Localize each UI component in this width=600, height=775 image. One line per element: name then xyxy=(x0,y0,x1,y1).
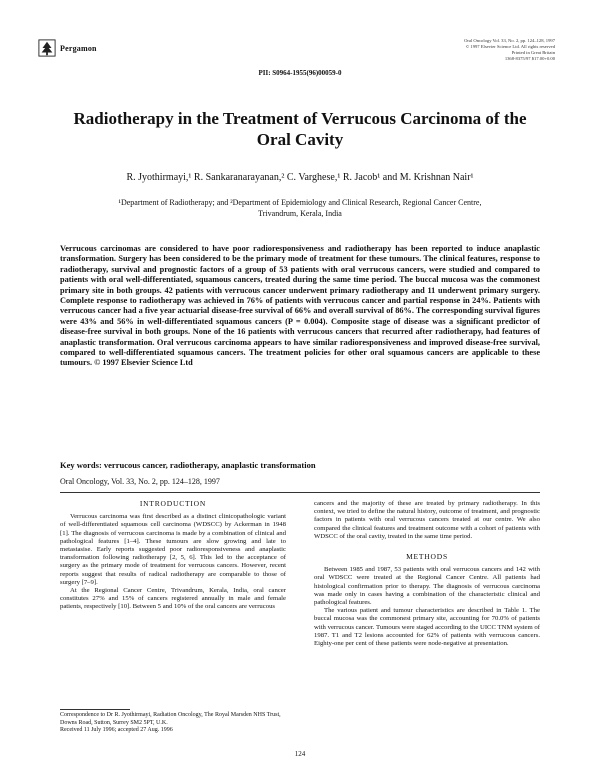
journal-info xyxy=(385,38,555,62)
footnote-rule xyxy=(60,709,130,710)
journal-line: Printed in Great Britain xyxy=(511,50,555,55)
received-date: Received 11 July 1996; accepted 27 Aug. 1996 xyxy=(60,727,173,733)
citation: Oral Oncology, Vol. 33, No. 2, pp. 124–128, 1997 xyxy=(60,477,220,486)
left-column xyxy=(60,500,286,612)
journal-line: Oral Oncology Vol. 33, No. 2, pp. 124–128, 1997 xyxy=(464,38,555,43)
author-list: R. Jyothirmayi,¹ R. Sankaranarayanan,² C. Varghese,¹ R. Jacob¹ and M. Krishnan Nair¹ xyxy=(126,172,474,183)
pergamon-tree-icon xyxy=(38,39,56,57)
paragraph: Between 1985 and 1987, 53 patients with oral verrucous cancers and 142 with oral WDSCC were treated at the Regional Cancer Centre. All patients had histological confirmation prior to therapy. The diagnosis of verrucous carcinoma was made only in cases having a combination of the characteristic clinical and pathological features. xyxy=(314,566,540,607)
section-divider xyxy=(60,492,540,493)
publisher-logo xyxy=(38,38,108,58)
journal-line: © 1997 Elsevier Science Ltd. All rights reserved xyxy=(465,44,555,49)
affiliation: ¹Department of Radiotherapy; and ²Department of Epidemiology and Clinical Research, Regional Cancer Centre, Trivandrum, Kerala, India xyxy=(118,198,482,218)
page-number: 124 xyxy=(294,750,306,758)
article-title: Radiotherapy in the Treatment of Verrucous Carcinoma of the Oral Cavity xyxy=(73,109,527,149)
journal-line: 1368-8375/97 $17.00+0.00 xyxy=(504,56,555,61)
paragraph: The various patient and tumour characteristics are described in Table 1. The buccal mucosa was the commonest primary site, accounting for 70.0% of patients with verrucous cancer. Tumours were staged according to the UICC TNM system of 1987. T1 and T2 lesions accounted for 62% of patients with verrucous cancers. Eighty-one per cent of these patients were node-negative at presentation. xyxy=(314,607,540,648)
publisher-name: Pergamon xyxy=(60,43,97,53)
paragraph: cancers and the majority of these are treated by primary radiotherapy. In this context, we tried to define the natural history, outcome of treatment, and prognostic factors in patients with oral verrucous cancers treated at our centre. We also compared the clinical features and treatment outcome with a cohort of patients with WDSCC of the oral cavity, treated in the same time period. xyxy=(314,500,540,540)
abstract: Verrucous carcinomas are considered to have poor radioresponsiveness and radiotherapy has been reported to induce anaplastic transformation. Surgery has been considered to be the primary mode of treatment for these tumours. The clinical features, response to radiotherapy, survival and prognostic factors of a group of 53 patients with oral verrucous cancers, were studied and compared to patients with oral well-differentiated, squamous cancers, treated during the same time period. The buccal mucosa was the commonest primary site in both groups. 42 patients with verrucous cancer underwent primary radiotherapy and 11 underwent primary surgery. Complete response to radiotherapy was achieved in 76% of patients with verrucous cancer and partial response in 24%. Patients with verrucous cancer had a five year actuarial disease-free survival of 66% and overall survival of 86%. The corresponding survival figures were 43% and 56% in well-differentiated squamous cancers (P = 0.004). Composite stage of disease was a significant predictor of disease-free survival in both groups. None of the 16 patients with verrucous cancers that recurred after radiotherapy, had features of anaplastic transformation. Oral verrucous carcinoma appears to have similar radioresponsiveness and improved disease-free survival, compared to well-differentiated squamous cancers. The treatment policies for other oral squamous cancers are applicable to these tumours. © 1997 Elsevier Science Ltd xyxy=(60,244,540,368)
methods-heading: METHODS xyxy=(406,552,448,562)
introduction-heading: INTRODUCTION xyxy=(139,499,207,508)
paragraph: At the Regional Cancer Centre, Trivandrum, Kerala, India, oral cancer constitutes 27% and 15% of cancers registered annually in male and female patients, respectively [10]. Between 5 and 10% of the oral cancers are verrucous xyxy=(60,587,286,611)
footnote xyxy=(60,712,286,735)
correspondence-note: Correspondence to Dr R. Jyothirmayi, Radiation Oncology, The Royal Marsden NHS Trust, Downs Road, Sutton, Surrey SM2 5PT, U.K. xyxy=(60,712,281,726)
pii-identifier: PII: S0964-1955(96)00059-0 xyxy=(258,69,342,77)
right-column xyxy=(314,500,540,648)
paragraph: Verrucous carcinoma was first described as a distinct clinicopathologic variant of well-differentiated squamous cell carcinoma (WDSCC) by Ackerman in 1948 [1]. The diagnosis of verrucous carcinoma is made by a combination of clinical and pathological features [1–4]. These tumours are slow growing and late to metastasise. Early reports suggested poor radioresponsiveness and anaplastic transformation following radiotherapy [2, 5, 6]. This led to the acceptance of surgery as the primary mode of treatment for verrucous cancers. However, recent reports suggest that results of radical radiotherapy are comparable to those of surgery [7–9]. xyxy=(60,513,286,586)
keywords: Key words: verrucous cancer, radiotherapy, anaplastic transformation xyxy=(60,460,316,470)
